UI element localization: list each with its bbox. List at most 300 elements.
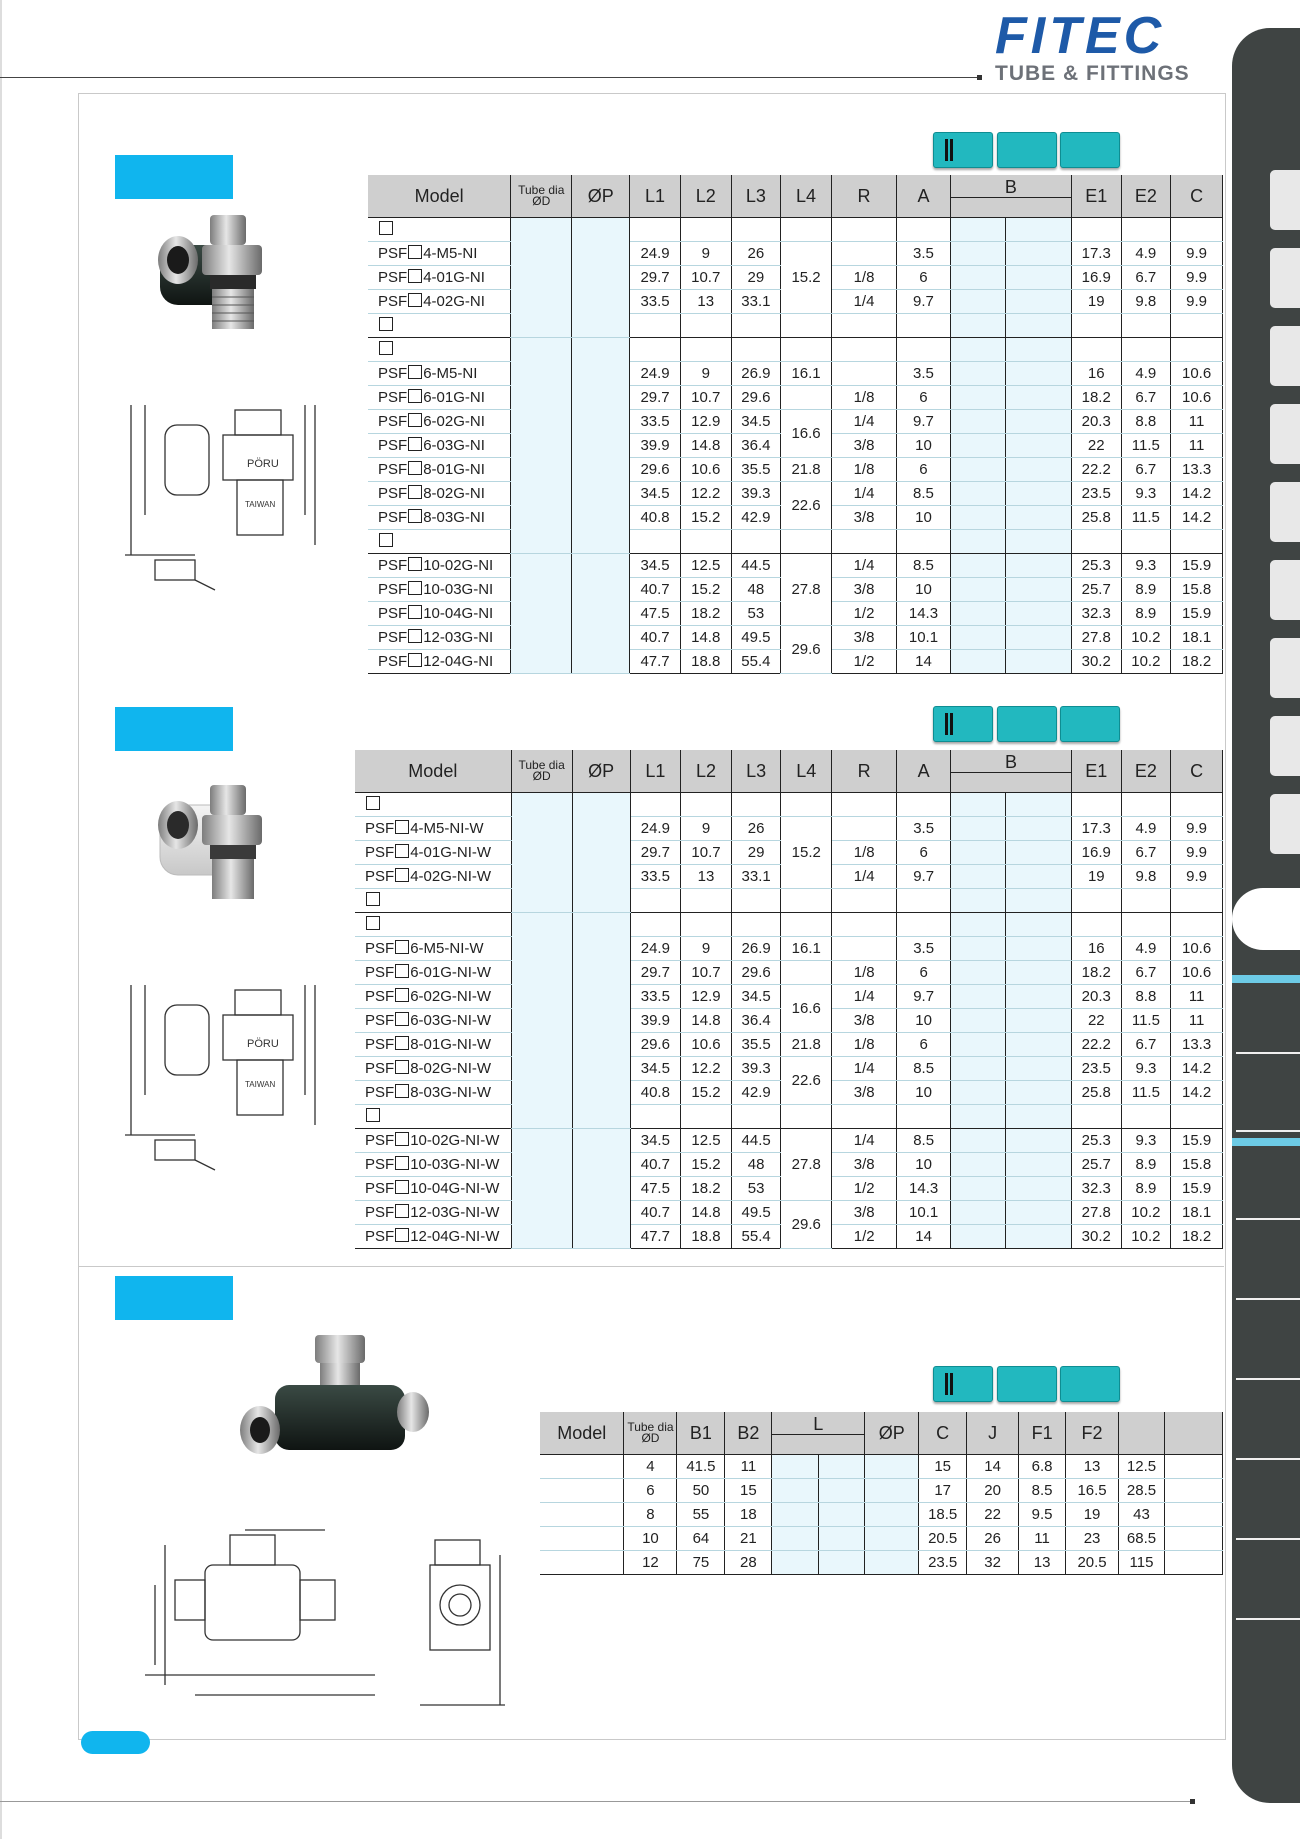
cell-l1: 40.7 bbox=[630, 1201, 681, 1225]
cell-blank bbox=[819, 1455, 865, 1479]
cell-l1: 40.7 bbox=[630, 1153, 681, 1177]
cell-r: 1/2 bbox=[832, 1225, 897, 1249]
model-suffix: 6-03G-NI-W bbox=[410, 1012, 492, 1029]
cell-l3 bbox=[731, 793, 781, 817]
table-row bbox=[355, 1105, 1223, 1129]
cell-a: 14.3 bbox=[897, 1177, 951, 1201]
cell-e2: 8.9 bbox=[1121, 1153, 1171, 1177]
cell-e1: 16 bbox=[1071, 362, 1121, 386]
cell-blank bbox=[1165, 1551, 1223, 1575]
cell-e2: 10.2 bbox=[1121, 1225, 1171, 1249]
placeholder-box-icon bbox=[408, 653, 422, 667]
cell-l3: 55.4 bbox=[731, 1225, 781, 1249]
cell-l1: 29.7 bbox=[630, 266, 681, 290]
cell-c: 15.9 bbox=[1171, 554, 1223, 578]
sidebar-tab[interactable] bbox=[1270, 638, 1300, 698]
cell-l4: 22.6 bbox=[781, 482, 832, 530]
cell-e1: 30.2 bbox=[1071, 1225, 1121, 1249]
cell-b-left bbox=[950, 506, 1005, 530]
cell-b-left bbox=[951, 913, 1006, 937]
cell-e2: 4.9 bbox=[1121, 937, 1171, 961]
tube-dia-cell bbox=[511, 793, 572, 913]
cell-b-right bbox=[1005, 458, 1071, 482]
cell-l3: 33.1 bbox=[731, 290, 781, 314]
p-cell bbox=[572, 793, 630, 913]
cell-b-right bbox=[1005, 650, 1071, 674]
cell-blank bbox=[1165, 1455, 1223, 1479]
cell-b-left bbox=[951, 1081, 1006, 1105]
cell-l1: 47.7 bbox=[630, 1225, 681, 1249]
cell-r: 1/2 bbox=[831, 650, 896, 674]
model-cell bbox=[355, 1201, 511, 1225]
table-row bbox=[540, 1479, 1223, 1503]
sidebar-tab[interactable] bbox=[1270, 716, 1300, 776]
cell-b-left bbox=[951, 1225, 1006, 1249]
cell-l2 bbox=[680, 530, 731, 554]
table-row bbox=[540, 1551, 1223, 1575]
cell-e1 bbox=[1071, 218, 1121, 242]
cell-b-left bbox=[951, 1009, 1006, 1033]
cell-a bbox=[897, 1105, 951, 1129]
cell-l2: 13 bbox=[681, 865, 732, 889]
col-l2: L2 bbox=[680, 175, 731, 218]
model-suffix: 10-03G-NI bbox=[423, 581, 494, 598]
col-l4: L4 bbox=[781, 750, 832, 793]
cell-l3: 29.6 bbox=[731, 961, 781, 985]
col-r: R bbox=[831, 175, 896, 218]
placeholder-box-icon bbox=[408, 389, 422, 403]
cell-b-left bbox=[950, 362, 1005, 386]
model-suffix: 6-03G-NI bbox=[423, 437, 485, 454]
cell-l2: 13 bbox=[680, 290, 731, 314]
drawing-elbow-1 bbox=[125, 385, 340, 595]
cell-e2: 11.5 bbox=[1121, 1081, 1171, 1105]
cell-r: 1/8 bbox=[832, 961, 897, 985]
cell-e2: 8.9 bbox=[1121, 1177, 1171, 1201]
col-e2: E2 bbox=[1121, 750, 1171, 793]
cell-a: 10 bbox=[897, 434, 951, 458]
cell-blank bbox=[772, 1503, 819, 1527]
badge-icon bbox=[997, 1366, 1057, 1402]
cell-l1: 40.7 bbox=[630, 578, 681, 602]
col-l2: L2 bbox=[681, 750, 732, 793]
cell-d: 8 bbox=[624, 1503, 677, 1527]
model-cell bbox=[540, 1479, 624, 1503]
col-l3: L3 bbox=[731, 750, 781, 793]
cell-e1: 17.3 bbox=[1071, 242, 1121, 266]
cell-c: 18.2 bbox=[1171, 1225, 1223, 1249]
cell-l1: 34.5 bbox=[630, 1057, 681, 1081]
p-cell bbox=[572, 913, 630, 1129]
cell-r bbox=[831, 530, 896, 554]
cell-l3: 34.5 bbox=[731, 985, 781, 1009]
placeholder-box-icon bbox=[408, 413, 422, 427]
model-prefix: PSF bbox=[365, 868, 395, 885]
sidebar-tab[interactable] bbox=[1270, 326, 1300, 386]
sidebar-tab[interactable] bbox=[1270, 482, 1300, 542]
sidebar-tab[interactable] bbox=[1270, 794, 1300, 854]
cell-e2: 4.9 bbox=[1121, 817, 1171, 841]
brand-name: FITEC bbox=[995, 7, 1166, 65]
col-tube-dia: Tube dia ØD bbox=[511, 750, 572, 793]
model-suffix: 6-M5-NI bbox=[423, 365, 478, 382]
spec-badges-1 bbox=[933, 132, 1118, 168]
sidebar-tab[interactable] bbox=[1270, 248, 1300, 308]
sidebar-divider bbox=[1236, 1538, 1300, 1540]
cell-e1: 22 bbox=[1071, 1009, 1121, 1033]
cell-e1: 18.2 bbox=[1071, 386, 1121, 410]
cell-b-left bbox=[950, 458, 1005, 482]
sidebar-accent-stripe bbox=[1232, 1138, 1300, 1146]
cell-c: 15.8 bbox=[1171, 1153, 1223, 1177]
cell-b2: 11 bbox=[725, 1455, 772, 1479]
cell-l2: 12.5 bbox=[681, 1129, 732, 1153]
cell-b1: 64 bbox=[677, 1527, 725, 1551]
product-photo-inline-valve bbox=[235, 1330, 435, 1500]
cell-e1: 22 bbox=[1071, 434, 1121, 458]
cell-r: 1/4 bbox=[832, 1057, 897, 1081]
cell-l1: 47.7 bbox=[630, 650, 681, 674]
cell-e1: 16.9 bbox=[1071, 266, 1121, 290]
cell-b-right bbox=[1005, 530, 1071, 554]
cell-e2 bbox=[1121, 913, 1171, 937]
cell-l3: 48 bbox=[731, 1153, 781, 1177]
cell-b-right bbox=[1005, 985, 1071, 1009]
cell-l2: 12.5 bbox=[680, 554, 731, 578]
model-suffix: 10-03G-NI-W bbox=[410, 1156, 500, 1173]
cell-e2: 9.3 bbox=[1121, 1057, 1171, 1081]
model-prefix: PSF bbox=[378, 629, 408, 646]
badge-icon bbox=[1060, 132, 1120, 168]
cell-r bbox=[831, 362, 896, 386]
cell-l2 bbox=[680, 338, 731, 362]
col-a: A bbox=[897, 750, 951, 793]
cell-blank bbox=[772, 1455, 819, 1479]
cell-f1: 11 bbox=[1019, 1527, 1066, 1551]
model-suffix: 8-03G-NI bbox=[423, 509, 485, 526]
cell-b-right bbox=[1005, 506, 1071, 530]
cell-blank bbox=[819, 1551, 865, 1575]
cell-b-right bbox=[1005, 1177, 1071, 1201]
cell-e2: 6.7 bbox=[1121, 841, 1171, 865]
cell-e1: 27.8 bbox=[1071, 1201, 1121, 1225]
cell-a: 14 bbox=[897, 650, 951, 674]
sidebar-divider bbox=[1236, 1378, 1300, 1380]
model-prefix: PSF bbox=[378, 557, 408, 574]
cell-e1: 17.3 bbox=[1071, 817, 1121, 841]
drawing1-sub: TAIWAN bbox=[245, 500, 276, 509]
cell-l1: 47.5 bbox=[630, 602, 681, 626]
cell-b-left bbox=[951, 1201, 1006, 1225]
cell-e2: 6.7 bbox=[1121, 386, 1171, 410]
cell-a bbox=[897, 793, 951, 817]
cell-l2: 18.2 bbox=[681, 1177, 732, 1201]
cell-a: 10.1 bbox=[897, 1201, 951, 1225]
cell-l3: 49.5 bbox=[731, 626, 781, 650]
cell-e2: 8.9 bbox=[1121, 602, 1171, 626]
table-row bbox=[368, 458, 1223, 482]
sidebar-divider bbox=[1236, 1618, 1300, 1620]
cell-l1: 33.5 bbox=[630, 290, 681, 314]
cell-e1 bbox=[1071, 530, 1121, 554]
col-a: A bbox=[897, 175, 951, 218]
cell-a: 10.1 bbox=[897, 626, 951, 650]
cell-l2: 14.8 bbox=[681, 1009, 732, 1033]
checkbox-icon bbox=[379, 341, 393, 355]
cell-e1 bbox=[1071, 889, 1121, 913]
model-suffix: 6-02G-NI bbox=[423, 413, 485, 430]
table-row bbox=[368, 386, 1223, 410]
model-cell bbox=[355, 1057, 511, 1081]
cell-b-left bbox=[950, 482, 1005, 506]
cell-b2: 28 bbox=[725, 1551, 772, 1575]
placeholder-box-icon bbox=[408, 629, 422, 643]
placeholder-box-icon bbox=[395, 964, 409, 978]
model-suffix: 4-01G-NI bbox=[423, 269, 485, 286]
cell-r bbox=[831, 242, 896, 266]
cell-blank bbox=[1165, 1527, 1223, 1551]
sidebar-tab[interactable] bbox=[1270, 404, 1300, 464]
model-cell bbox=[355, 961, 511, 985]
cell-l4: 21.8 bbox=[781, 1033, 832, 1057]
cell-l1: 29.7 bbox=[630, 841, 681, 865]
cell-b-right bbox=[1005, 865, 1071, 889]
cell-l4 bbox=[781, 793, 832, 817]
cell-l1: 24.9 bbox=[630, 242, 681, 266]
cell-a bbox=[897, 889, 951, 913]
p-cell bbox=[572, 554, 630, 674]
cell-b-right bbox=[1005, 817, 1071, 841]
cell-b2: 21 bbox=[725, 1527, 772, 1551]
checkbox-icon bbox=[366, 916, 380, 930]
cell-l3: 42.9 bbox=[731, 506, 781, 530]
model-cell bbox=[355, 1153, 511, 1177]
cell-a: 8.5 bbox=[897, 482, 951, 506]
sidebar-active-tab[interactable] bbox=[1232, 888, 1300, 950]
cell-l3: 29 bbox=[731, 841, 781, 865]
model-cell bbox=[368, 602, 511, 626]
cell-a bbox=[897, 338, 951, 362]
cell-e1: 16.9 bbox=[1071, 841, 1121, 865]
cell-l4: 27.8 bbox=[781, 1129, 832, 1201]
cell-l1: 40.7 bbox=[630, 626, 681, 650]
cell-e1 bbox=[1071, 793, 1121, 817]
cell-l2: 15.2 bbox=[681, 1081, 732, 1105]
cell-a bbox=[897, 314, 951, 338]
cell-c: 15 bbox=[919, 1455, 967, 1479]
sidebar-tab[interactable] bbox=[1270, 560, 1300, 620]
model-prefix: PSF bbox=[378, 245, 408, 262]
cell-l2: 9 bbox=[681, 937, 732, 961]
placeholder-box-icon bbox=[408, 365, 422, 379]
cell-c: 14.2 bbox=[1171, 1081, 1223, 1105]
cell-l2: 9 bbox=[680, 242, 731, 266]
cell-l3: 36.4 bbox=[731, 1009, 781, 1033]
cell-l4: 29.6 bbox=[781, 1201, 832, 1249]
cell-b-left bbox=[950, 338, 1005, 362]
cell-r bbox=[832, 793, 897, 817]
cell-a: 10 bbox=[897, 1153, 951, 1177]
model-cell bbox=[368, 362, 511, 386]
table-row bbox=[368, 554, 1223, 578]
model-cell bbox=[355, 817, 511, 841]
cell-l2: 10.6 bbox=[680, 458, 731, 482]
cell-x: 43 bbox=[1119, 1503, 1165, 1527]
p-cell bbox=[572, 218, 630, 338]
model-suffix: 6-01G-NI-W bbox=[410, 964, 492, 981]
col-blank-1 bbox=[1119, 1412, 1165, 1455]
model-suffix: 12-04G-NI-W bbox=[410, 1228, 500, 1245]
cell-e1: 16 bbox=[1071, 937, 1121, 961]
cell-d: 4 bbox=[624, 1455, 677, 1479]
cell-l2: 12.2 bbox=[681, 1057, 732, 1081]
model-cell bbox=[355, 1009, 511, 1033]
cell-e2: 8.8 bbox=[1121, 985, 1171, 1009]
col-p: ØP bbox=[865, 1412, 919, 1455]
model-prefix: PSF bbox=[378, 509, 408, 526]
table-row bbox=[355, 1033, 1223, 1057]
cell-blank bbox=[819, 1479, 865, 1503]
cell-l4 bbox=[781, 218, 832, 242]
cell-b-right bbox=[1005, 434, 1071, 458]
cell-a: 9.7 bbox=[897, 290, 951, 314]
col-b: B bbox=[950, 175, 1071, 218]
cell-l3: 36.4 bbox=[731, 434, 781, 458]
cell-a bbox=[897, 530, 951, 554]
model-cell bbox=[368, 530, 511, 554]
model-cell bbox=[355, 1105, 511, 1129]
placeholder-box-icon bbox=[408, 437, 422, 451]
model-suffix: 12-03G-NI-W bbox=[410, 1204, 500, 1221]
model-suffix: 10-04G-NI-W bbox=[410, 1180, 500, 1197]
col-f2: F2 bbox=[1066, 1412, 1119, 1455]
sidebar-divider bbox=[1236, 1218, 1300, 1220]
cell-b-left bbox=[950, 266, 1005, 290]
cell-a: 6 bbox=[897, 961, 951, 985]
cell-l4 bbox=[781, 913, 832, 937]
section-label-3 bbox=[115, 1276, 233, 1320]
model-prefix: PSF bbox=[378, 437, 408, 454]
cell-c: 9.9 bbox=[1171, 817, 1223, 841]
placeholder-box-icon bbox=[395, 1132, 409, 1146]
cell-l3: 29 bbox=[731, 266, 781, 290]
cell-l4 bbox=[781, 386, 832, 410]
cell-e2 bbox=[1121, 338, 1171, 362]
cell-b-left bbox=[950, 602, 1005, 626]
cell-blank bbox=[819, 1527, 865, 1551]
table-row bbox=[355, 1129, 1223, 1153]
cell-r bbox=[832, 913, 897, 937]
checkbox-icon bbox=[366, 796, 380, 810]
table-row bbox=[355, 1057, 1223, 1081]
brand-logo bbox=[995, 7, 1205, 85]
model-cell bbox=[355, 1081, 511, 1105]
cell-b-left bbox=[950, 530, 1005, 554]
cell-b2: 15 bbox=[725, 1479, 772, 1503]
cell-c bbox=[1171, 793, 1223, 817]
cell-l4: 16.6 bbox=[781, 985, 832, 1033]
col-tube-dia: Tube dia ØD bbox=[624, 1412, 677, 1455]
placeholder-box-icon bbox=[408, 557, 422, 571]
badge-icon bbox=[933, 706, 993, 742]
cell-r: 3/8 bbox=[832, 1009, 897, 1033]
cell-l4 bbox=[781, 530, 832, 554]
cell-l3: 55.4 bbox=[731, 650, 781, 674]
cell-l3: 42.9 bbox=[731, 1081, 781, 1105]
section-label-1 bbox=[115, 155, 233, 199]
cell-e1: 25.7 bbox=[1071, 1153, 1121, 1177]
cell-e2: 8.9 bbox=[1121, 578, 1171, 602]
cell-c: 11 bbox=[1171, 1009, 1223, 1033]
cell-l2: 10.7 bbox=[681, 961, 732, 985]
model-prefix: PSF bbox=[365, 940, 395, 957]
cell-c: 18.1 bbox=[1171, 1201, 1223, 1225]
cell-e2 bbox=[1121, 793, 1171, 817]
model-cell bbox=[368, 218, 511, 242]
cell-b-right bbox=[1005, 889, 1071, 913]
model-cell bbox=[368, 578, 511, 602]
model-cell bbox=[368, 314, 511, 338]
cell-x: 115 bbox=[1119, 1551, 1165, 1575]
model-cell bbox=[355, 985, 511, 1009]
cell-b1: 50 bbox=[677, 1479, 725, 1503]
placeholder-box-icon bbox=[408, 269, 422, 283]
model-cell bbox=[540, 1455, 624, 1479]
placeholder-box-icon bbox=[395, 844, 409, 858]
cell-r bbox=[832, 1105, 897, 1129]
cell-l2 bbox=[680, 314, 731, 338]
cell-a: 9.7 bbox=[897, 410, 951, 434]
sidebar-tab[interactable] bbox=[1270, 170, 1300, 230]
cell-l3 bbox=[731, 1105, 781, 1129]
model-cell bbox=[540, 1527, 624, 1551]
cell-l2 bbox=[681, 889, 732, 913]
cell-b-left bbox=[951, 841, 1006, 865]
cell-e1 bbox=[1071, 314, 1121, 338]
cell-c bbox=[1171, 530, 1223, 554]
cell-l4: 27.8 bbox=[781, 554, 832, 626]
model-prefix: PSF bbox=[378, 413, 408, 430]
model-cell bbox=[368, 410, 511, 434]
sidebar-divider bbox=[1236, 1052, 1300, 1054]
cell-blank bbox=[772, 1551, 819, 1575]
cell-x: 12.5 bbox=[1119, 1455, 1165, 1479]
model-prefix: PSF bbox=[365, 844, 395, 861]
col-p: ØP bbox=[572, 175, 630, 218]
model-prefix: PSF bbox=[365, 988, 395, 1005]
cell-c: 14.2 bbox=[1171, 506, 1223, 530]
footer-rule bbox=[0, 1801, 1195, 1802]
cell-l4 bbox=[781, 889, 832, 913]
cell-e2: 10.2 bbox=[1121, 1201, 1171, 1225]
spec-badges-3 bbox=[933, 1366, 1118, 1402]
cell-r: 1/8 bbox=[831, 458, 896, 482]
brand-tagline: TUBE & FITTINGS bbox=[995, 62, 1190, 85]
col-f1: F1 bbox=[1019, 1412, 1066, 1455]
cell-c: 14.2 bbox=[1171, 1057, 1223, 1081]
cell-l4: 16.1 bbox=[781, 937, 832, 961]
footer-rule-dot bbox=[1190, 1799, 1195, 1804]
model-suffix: 4-01G-NI-W bbox=[410, 844, 492, 861]
model-suffix: 6-02G-NI-W bbox=[410, 988, 492, 1005]
model-prefix: PSF bbox=[378, 605, 408, 622]
cell-e1: 22.2 bbox=[1071, 1033, 1121, 1057]
cell-l3: 39.3 bbox=[731, 1057, 781, 1081]
model-suffix: 8-02G-NI-W bbox=[410, 1060, 492, 1077]
placeholder-box-icon bbox=[395, 1084, 409, 1098]
cell-c bbox=[1171, 338, 1223, 362]
cell-a: 10 bbox=[897, 506, 951, 530]
